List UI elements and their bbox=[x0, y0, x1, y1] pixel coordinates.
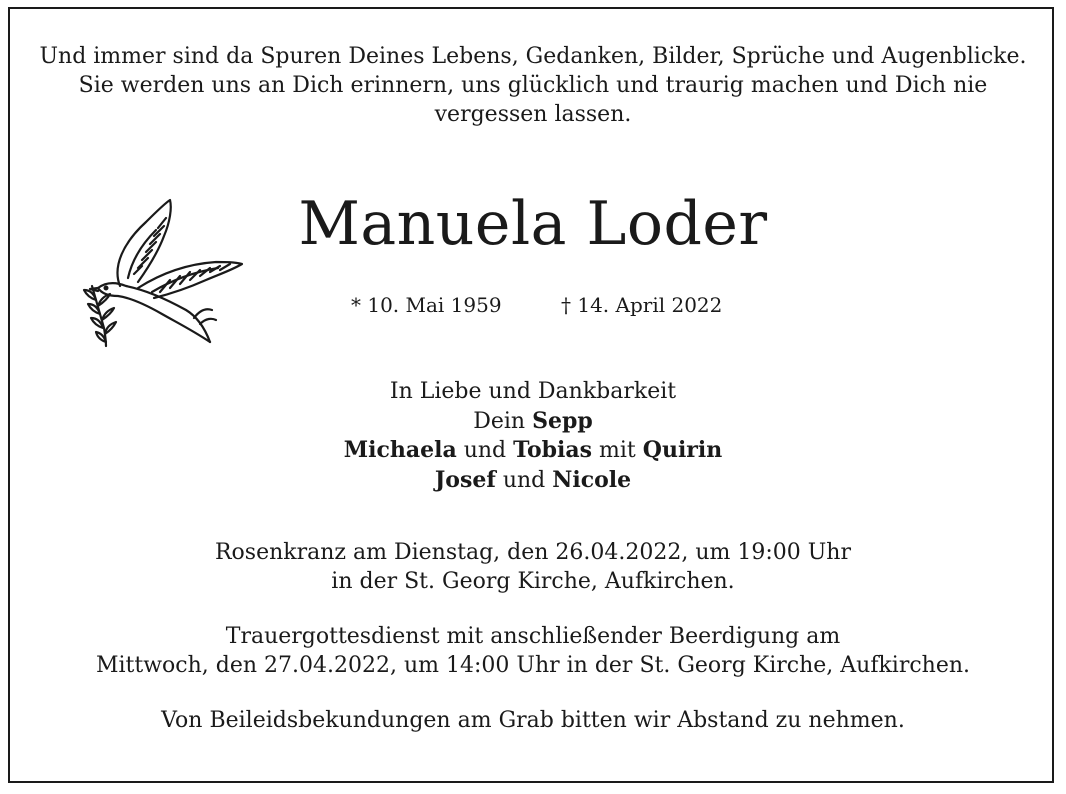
family-member-name: Quirin bbox=[642, 437, 723, 463]
dedication-line: In Liebe und Dankbarkeit bbox=[389, 379, 677, 404]
quote-line-3: vergessen lassen. bbox=[434, 102, 632, 127]
rosary-line-1: Rosenkranz am Dienstag, den 26.04.2022, um 19:00 Uhr bbox=[214, 540, 851, 565]
funeral-info bbox=[0, 622, 1066, 680]
family-member-name: Tobias bbox=[513, 437, 593, 463]
funeral-line-1: Trauergottesdienst mit anschließender Beerdigung am bbox=[225, 624, 841, 649]
family-word: Dein bbox=[473, 408, 526, 434]
family-member-name: Nicole bbox=[552, 466, 632, 493]
condolence-note: Von Beileidsbekundungen am Grab bitten wir Abstand zu nehmen. bbox=[161, 708, 905, 733]
family-word: und bbox=[502, 467, 546, 493]
deceased-name: Manuela Loder bbox=[298, 189, 768, 259]
family-member-name: Michaela bbox=[343, 437, 457, 463]
family-member-name: Josef bbox=[434, 466, 496, 493]
funeral-line-2: Mittwoch, den 27.04.2022, um 14:00 Uhr in der St. Georg Kirche, Aufkirchen. bbox=[95, 653, 971, 678]
rosary-line-2: in der St. Georg Kirche, Aufkirchen. bbox=[331, 569, 735, 594]
rosary-info bbox=[0, 538, 1066, 596]
death-date: † 14. April 2022 bbox=[561, 293, 723, 317]
family-line-husband bbox=[0, 407, 1066, 437]
memorial-quote bbox=[0, 42, 1066, 129]
family-signature bbox=[0, 378, 1066, 495]
family-line-son bbox=[0, 466, 1066, 496]
family-member-name: Sepp bbox=[532, 407, 593, 434]
family-line-children bbox=[0, 436, 1066, 466]
family-word: mit bbox=[599, 438, 636, 463]
family-word: und bbox=[463, 438, 507, 463]
quote-line-2: Sie werden uns an Dich erinnern, uns glücklich und traurig machen und Dich nie bbox=[78, 73, 988, 98]
quote-line-1: Und immer sind da Spuren Deines Lebens, Gedanken, Bilder, Sprüche und Augenblicke. bbox=[39, 44, 1027, 69]
birth-date: * 10. Mai 1959 bbox=[351, 293, 502, 317]
